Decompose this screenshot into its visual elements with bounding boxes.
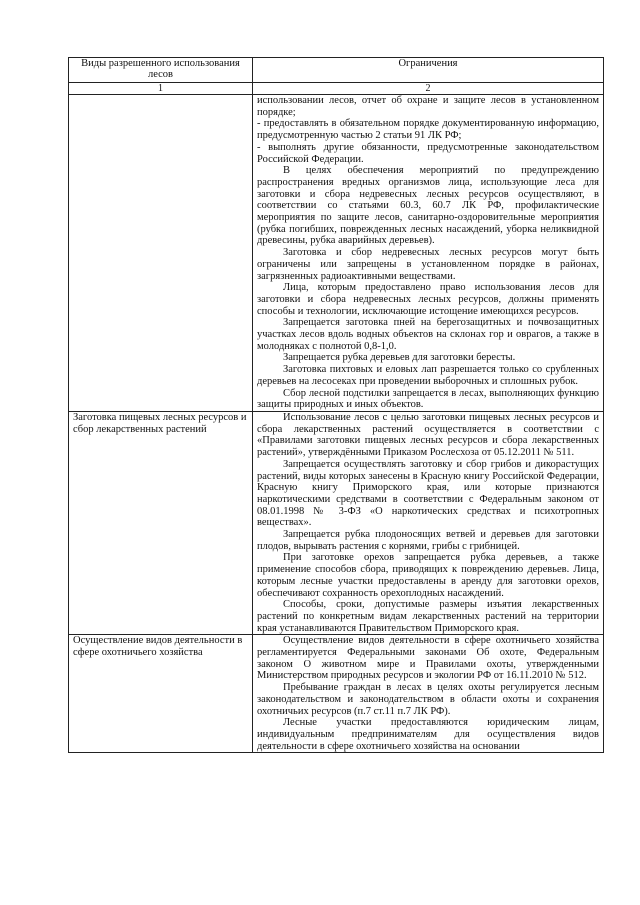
use-kind-cell: Осуществление видов деятельности в сфере охотничьего хозяйства (69, 635, 253, 753)
column-number-row (69, 83, 604, 95)
restriction-paragraph: использовании лесов, отчет об охране и защите лесов в установленном порядке; (257, 95, 599, 118)
restriction-paragraph: Запрещается рубка деревьев для заготовки бересты. (283, 352, 516, 364)
restriction-paragraph: Запрещается рубка плодоносящих ветвей и деревьев для заготовки плодов, вырывать растения с корнями, грибы с грибницей. (257, 529, 599, 552)
table-row (69, 635, 604, 753)
restriction-paragraph: При заготовке орехов запрещается рубка деревьев, а также применение способов сбора, приводящих к повреждению деревьев. Лица, которым лесные участки предоставлены в аренду для заготовки орехов, обеспечивают сохранность орехоплодных насаждений. (257, 552, 599, 599)
restriction-paragraph: Осуществление видов деятельности в сфере охотничьего хозяйства регламентируется Федеральными законами Об охоте, Федеральным законом О животном мире и Правилами охоты, утвержденными Министерством природных ресурсов и экологии РФ от 16.11.2010 № 512. (257, 635, 599, 682)
restriction-paragraph: Лесные участки предоставляются юридическим лицам, индивидуальным предпринимателям для осуществления видов деятельности в сфере охотничьего хозяйства на основании (257, 717, 599, 752)
restrictions-cell (253, 95, 604, 412)
header-cell-kinds: Виды разрешенного использования лесов (69, 58, 253, 83)
restriction-paragraph: Способы, сроки, допустимые размеры изъятия лекарственных растений по конкретным видам лекарственных растений на территории края устанавливаются Правительством Приморского края. (257, 599, 599, 634)
table-body (69, 95, 604, 753)
use-kind-cell: Заготовка пищевых лесных ресурсов и сбор лекарственных растений (69, 411, 253, 634)
table-row (69, 411, 604, 634)
restriction-paragraph: В целях обеспечения мероприятий по предупреждению распространения вредных организмов лица, использующие леса для заготовки и сбора недревесных лесных ресурсов осуществляют, в соответствии со статьями 60.3, 60.7 ЛК РФ, профилактические мероприятия по защите лесов, санитарно-оздоровительные мероприятия (рубка погибших, поврежденных лесных насаждений, уборка неликвидной древесины, рубка аварийных деревьев). (257, 165, 599, 247)
restriction-paragraph: Запрещается осуществлять заготовку и сбор грибов и дикорастущих растений, виды которых занесены в Красную книгу Российской Федерации, Красную книгу Приморского края, или которые признаются наркотическими средствами в соответствии с Федеральным законом от 08.01.1998 № 3-ФЗ «О наркотических средствах и психотропных веществах». (257, 458, 599, 529)
restriction-paragraph: Заготовка пихтовых и еловых лап разрешается только со срубленных деревьев на лесосеках при проведении выборочных и сплошных рубок. (257, 364, 599, 387)
column-number-2: 2 (253, 83, 604, 95)
restriction-paragraph: Пребывание граждан в лесах в целях охоты регулируется лесным законодательством и законодательством в области охоты и сохранения охотничьих ресурсов (п.7 ст.11 п.7 ЛК РФ). (257, 682, 599, 717)
restrictions-table (68, 57, 604, 753)
header-cell-restrictions: Ограничения (253, 58, 604, 83)
restrictions-cell (253, 635, 604, 753)
restriction-paragraph: Сбор лесной подстилки запрещается в лесах, выполняющих функцию защиты природных и иных объектов. (257, 387, 599, 411)
restriction-paragraph: Заготовка и сбор недревесных лесных ресурсов могут быть ограничены или запрещены в установленном порядке в районах, загрязненных радиоактивными веществами. (257, 247, 599, 282)
restriction-paragraph: Лица, которым предоставлено право использования лесов для заготовки и сбора недревесных лесных ресурсов, должны применять способы и технологии, исключающие истощение имеющихся ресурсов. (257, 282, 599, 317)
column-number-1: 1 (69, 83, 253, 95)
restriction-paragraph: Запрещается заготовка пней на берегозащитных и почвозащитных участках лесов вдоль водных объектов на склонах гор и оврагов, а также в молодняках с полнотой 0,8-1,0. (257, 317, 599, 352)
restrictions-cell (253, 411, 604, 634)
restriction-paragraph: - выполнять другие обязанности, предусмотренные законодательством Российской Федерации. (257, 141, 599, 165)
restriction-paragraph: Использование лесов с целью заготовки пищевых лесных ресурсов и сбора лекарственных растений осуществляется в соответствии с «Правилами заготовки пищевых лесных ресурсов и сбора лекарственных растений», утверждёнными Приказом Рослесхоза от 05.12.2011 № 511. (257, 411, 599, 459)
use-kind-cell (69, 95, 253, 412)
table-header-row (69, 58, 604, 83)
table-row (69, 95, 604, 412)
restriction-paragraph: - предоставлять в обязательном порядке документированную информацию, предусмотренную частью 2 статьи 91 ЛК РФ; (257, 118, 599, 142)
